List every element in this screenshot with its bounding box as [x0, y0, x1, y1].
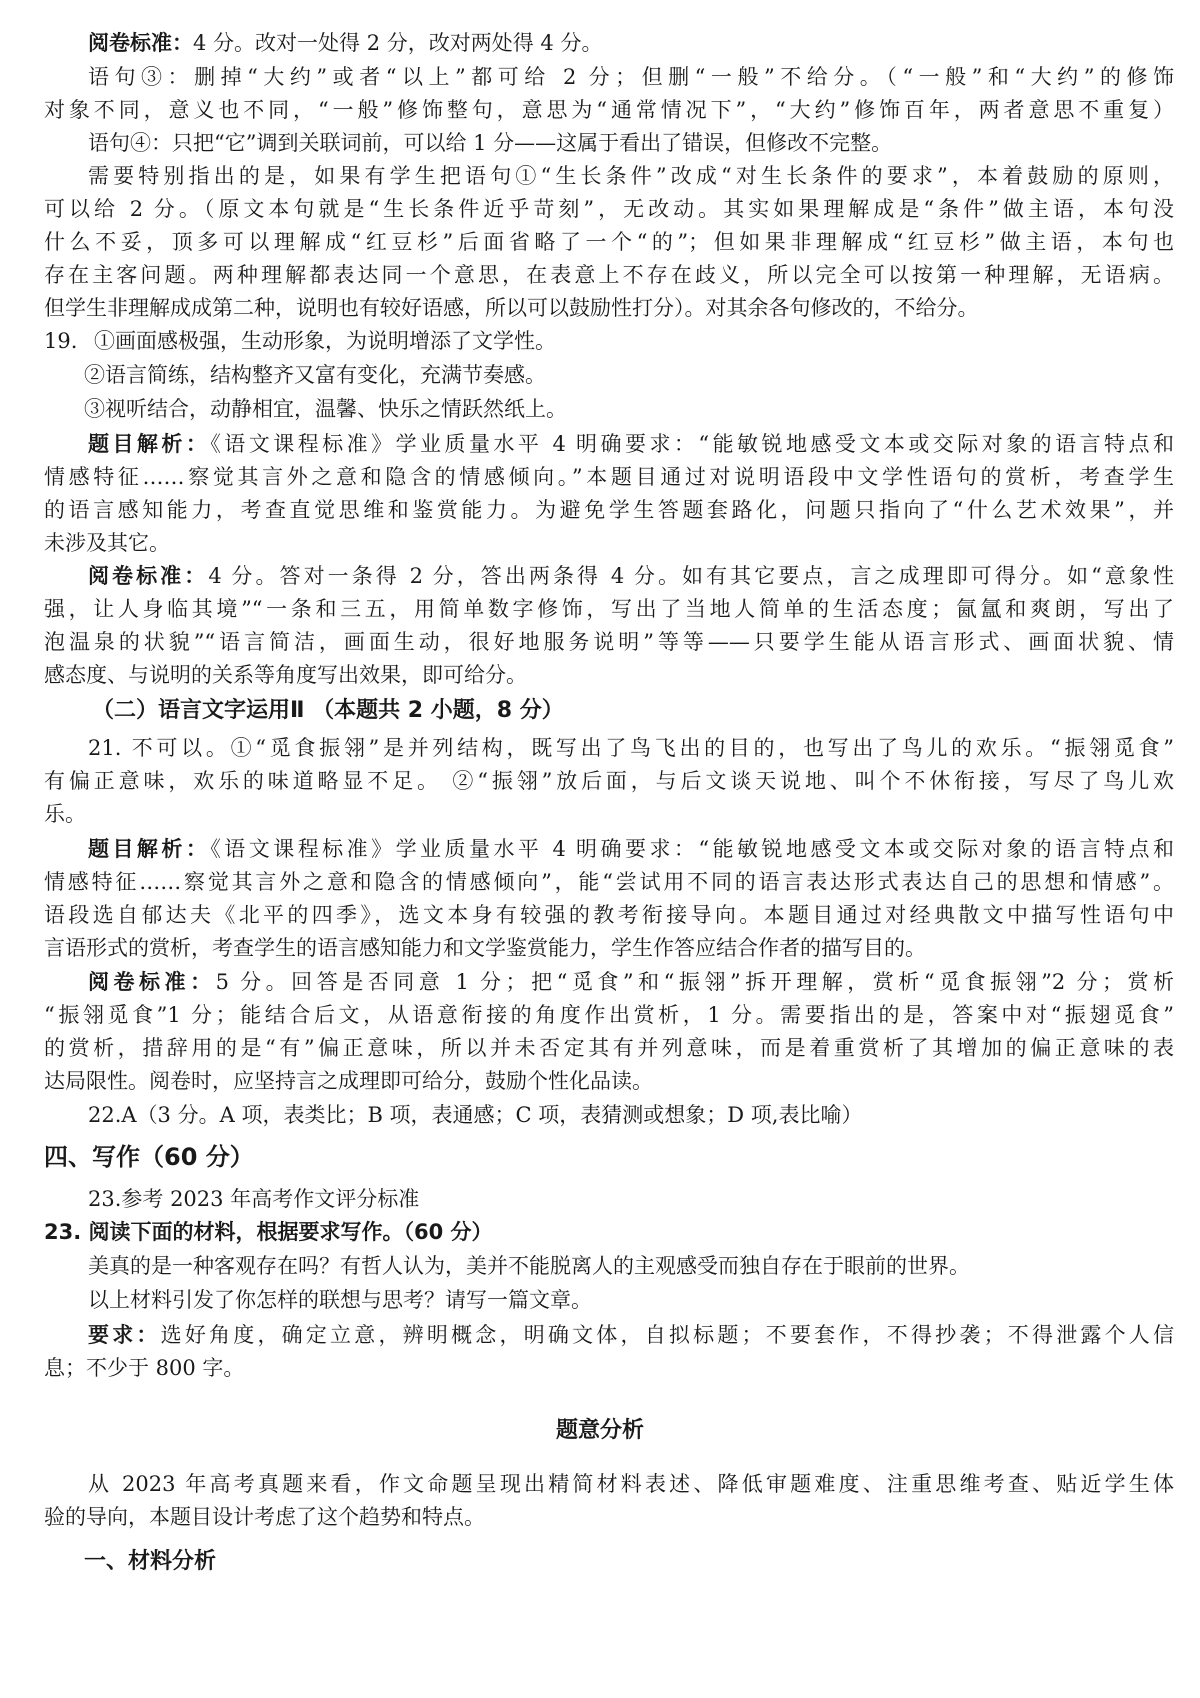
- analysis-paragraph-line1: 从 2023 年高考真题来看，作文命题呈现出精简材料表述、降低审题难度、注重思维考查、贴近学生体: [88, 1472, 1174, 1496]
- q19-standard-line1: 阅卷标准：4 分。答对一条得 2 分，答出两条得 4 分。如有其它要点，言之成理即可得分。如“意象性: [88, 563, 1174, 588]
- part4-heading: 四、写作（60 分）: [44, 1143, 254, 1171]
- q21-answer-line3: 乐。: [44, 802, 86, 826]
- q21-standard-line4: 达局限性。阅卷时，应坚持言之成理即可给分，鼓励个性化品读。: [44, 1069, 653, 1093]
- label: 题目解析：: [88, 836, 211, 861]
- q18-sentence4: 语句④：只把“它”调到关联词前，可以给 1 分——这属于看出了错误，但修改不完整。: [88, 131, 893, 155]
- q18-note-line5: 但学生非理解成成第二种，说明也有较好语感，所以可以鼓励性打分）。对其余各句修改的，不给分。: [44, 296, 979, 320]
- q21-standard-line3: 的赏析，措辞用的是“有”偏正意味，所以并未否定其有并列意味，而是着重赏析了其增加的偏正意味的表: [44, 1036, 1174, 1060]
- q19-standard-line2: 强，让人身临其境”“一条和三五，用简单数字修饰，写出了当地人简单的生活态度；氤氲和爽朗，写出了: [44, 597, 1174, 621]
- q22-answer: 22.A（3 分。A 项，表类比；B 项，表通感；C 项，表猜测或想象；D 项,表比喻）: [88, 1103, 863, 1127]
- q23-prompt: 23. 阅读下面的材料，根据要求写作。（60 分）: [44, 1220, 493, 1244]
- q19-answer-3: ③视听结合，动静相宜，温馨、快乐之情跃然纸上。: [84, 397, 567, 421]
- q21-analysis-line3: 语段选自郁达夫《北平的四季》，选文本身有较强的教考衔接导向。本题目通过对经典散文中描写性语句中: [44, 903, 1174, 927]
- q19-analysis-line1: 题目解析：《语文课程标准》学业质量水平 4 明确要求：“能敏锐地感受文本或交际对象的语言特点和: [88, 431, 1174, 456]
- q19-analysis-line2: 情感特征……察觉其言外之意和隐含的情感倾向。”本题目通过对说明语段中文学性语句的赏析，考查学生: [44, 465, 1174, 489]
- label: 阅卷标准：: [88, 30, 193, 55]
- q21-answer-line2: 有偏正意味，欢乐的味道略显不足。 ②“振翎”放后面，与后文谈天说地、叫个不休衔接，写尽了鸟儿欢: [44, 769, 1174, 793]
- q19-analysis-line3: 的语言感知能力，考查直觉思维和鉴赏能力。为避免学生答题套路化，问题只指向了“什么艺术效果”，并: [44, 498, 1174, 522]
- q18-note-line1: 需要特别指出的是，如果有学生把语句①“生长条件”改成“对生长条件的要求”，本着鼓励的原则，: [88, 164, 1174, 188]
- q19-answer-2: ②语言简练，结构整齐又富有变化，充满节奏感。: [84, 363, 546, 387]
- q18-note-line4: 存在主客问题。两种理解都表达同一个意思，在表意上不存在歧义，所以完全可以按第一种理解，无语病。: [44, 263, 1174, 287]
- q19-analysis-line4: 未涉及其它。: [44, 531, 170, 555]
- q19-answer-1: ①画面感极强，生动形象，为说明增添了文学性。: [94, 329, 556, 353]
- label: 阅卷标准：: [88, 563, 209, 588]
- label: 要求：: [88, 1322, 161, 1347]
- part2-heading: （二）语言文字运用Ⅱ （本题共 2 小题，8 分）: [92, 698, 564, 723]
- analysis-paragraph-line2: 验的导向，本题目设计考虑了这个趋势和特点。: [44, 1505, 485, 1529]
- q18-note-line3: 什么不妥，顶多可以理解成“红豆杉”后面省略了一个“的”；但如果非理解成“红豆杉”做主语，本句也: [44, 230, 1174, 254]
- q23-reference: 23.参考 2023 年高考作文评分标准: [88, 1187, 420, 1211]
- q21-analysis-line2: 情感特征……察觉其言外之意和隐含的情感倾向”，能“尝试用不同的语言表达形式表达自己的思想和情感”。: [44, 870, 1174, 894]
- q19-number: 19.: [44, 329, 78, 353]
- q21-standard-line2: “振翎觅食”1 分；能结合后文，从语意衔接的角度作出赏析，1 分。需要指出的是，答案中对“振翅觅食”: [44, 1003, 1174, 1027]
- q18-note-line2: 可以给 2 分。（原文本句就是“生长条件近乎苛刻”，无改动。其实如果理解成是“条件”做主语，本句没: [44, 197, 1174, 221]
- q18-sentence3-line2: 对象不同，意义也不同，“一般”修饰整句，意思为“通常情况下”，“大约”修饰百年，两者意思不重复）: [44, 98, 1174, 122]
- q18-marking-standard: 阅卷标准：4 分。改对一处得 2 分，改对两处得 4 分。: [88, 30, 603, 55]
- q21-analysis-line4: 言语形式的赏析，考查学生的语言感知能力和文学鉴赏能力，学生作答应结合作者的描写目的。: [44, 936, 926, 960]
- label: 阅卷标准：: [88, 969, 216, 994]
- material-analysis-heading: 一、材料分析: [84, 1549, 217, 1574]
- analysis-title: 题意分析: [555, 1418, 644, 1443]
- q23-material-1: 美真的是一种客观存在吗？有哲人认为，美并不能脱离人的主观感受而独自存在于眼前的世界。: [88, 1254, 970, 1278]
- q19-standard-line3: 泡温泉的状貌”“语言简洁，画面生动，很好地服务说明”等等——只要学生能从语言形式、画面状貌、情: [44, 630, 1174, 654]
- q23-requirements-line1: 要求：选好角度，确定立意，辨明概念，明确文体，自拟标题；不要套作，不得抄袭；不得泄露个人信: [88, 1322, 1174, 1347]
- label: 题目解析：: [88, 431, 211, 456]
- q23-requirements-line2: 息；不少于 800 字。: [44, 1356, 245, 1380]
- q23-material-2: 以上材料引发了你怎样的联想与思考？请写一篇文章。: [88, 1288, 592, 1312]
- q18-sentence3-line1: 语句③：删掉“大约”或者“以上”都可给 2 分；但删“一般”不给分。（“一般”和“大约”的修饰: [88, 65, 1174, 89]
- q21-answer-line1: 21. 不可以。①“觅食振翎”是并列结构，既写出了鸟飞出的目的，也写出了鸟儿的欢乐。“振翎觅食”: [88, 736, 1174, 760]
- q19-standard-line4: 感态度、与说明的关系等角度写出效果，即可给分。: [44, 663, 527, 687]
- q21-analysis-line1: 题目解析：《语文课程标准》学业质量水平 4 明确要求：“能敏锐地感受文本或交际对象的语言特点和: [88, 836, 1174, 861]
- q21-standard-line1: 阅卷标准：5 分。回答是否同意 1 分；把“觅食”和“振翎”拆开理解，赏析“觅食振翎”2 分；赏析: [88, 969, 1174, 994]
